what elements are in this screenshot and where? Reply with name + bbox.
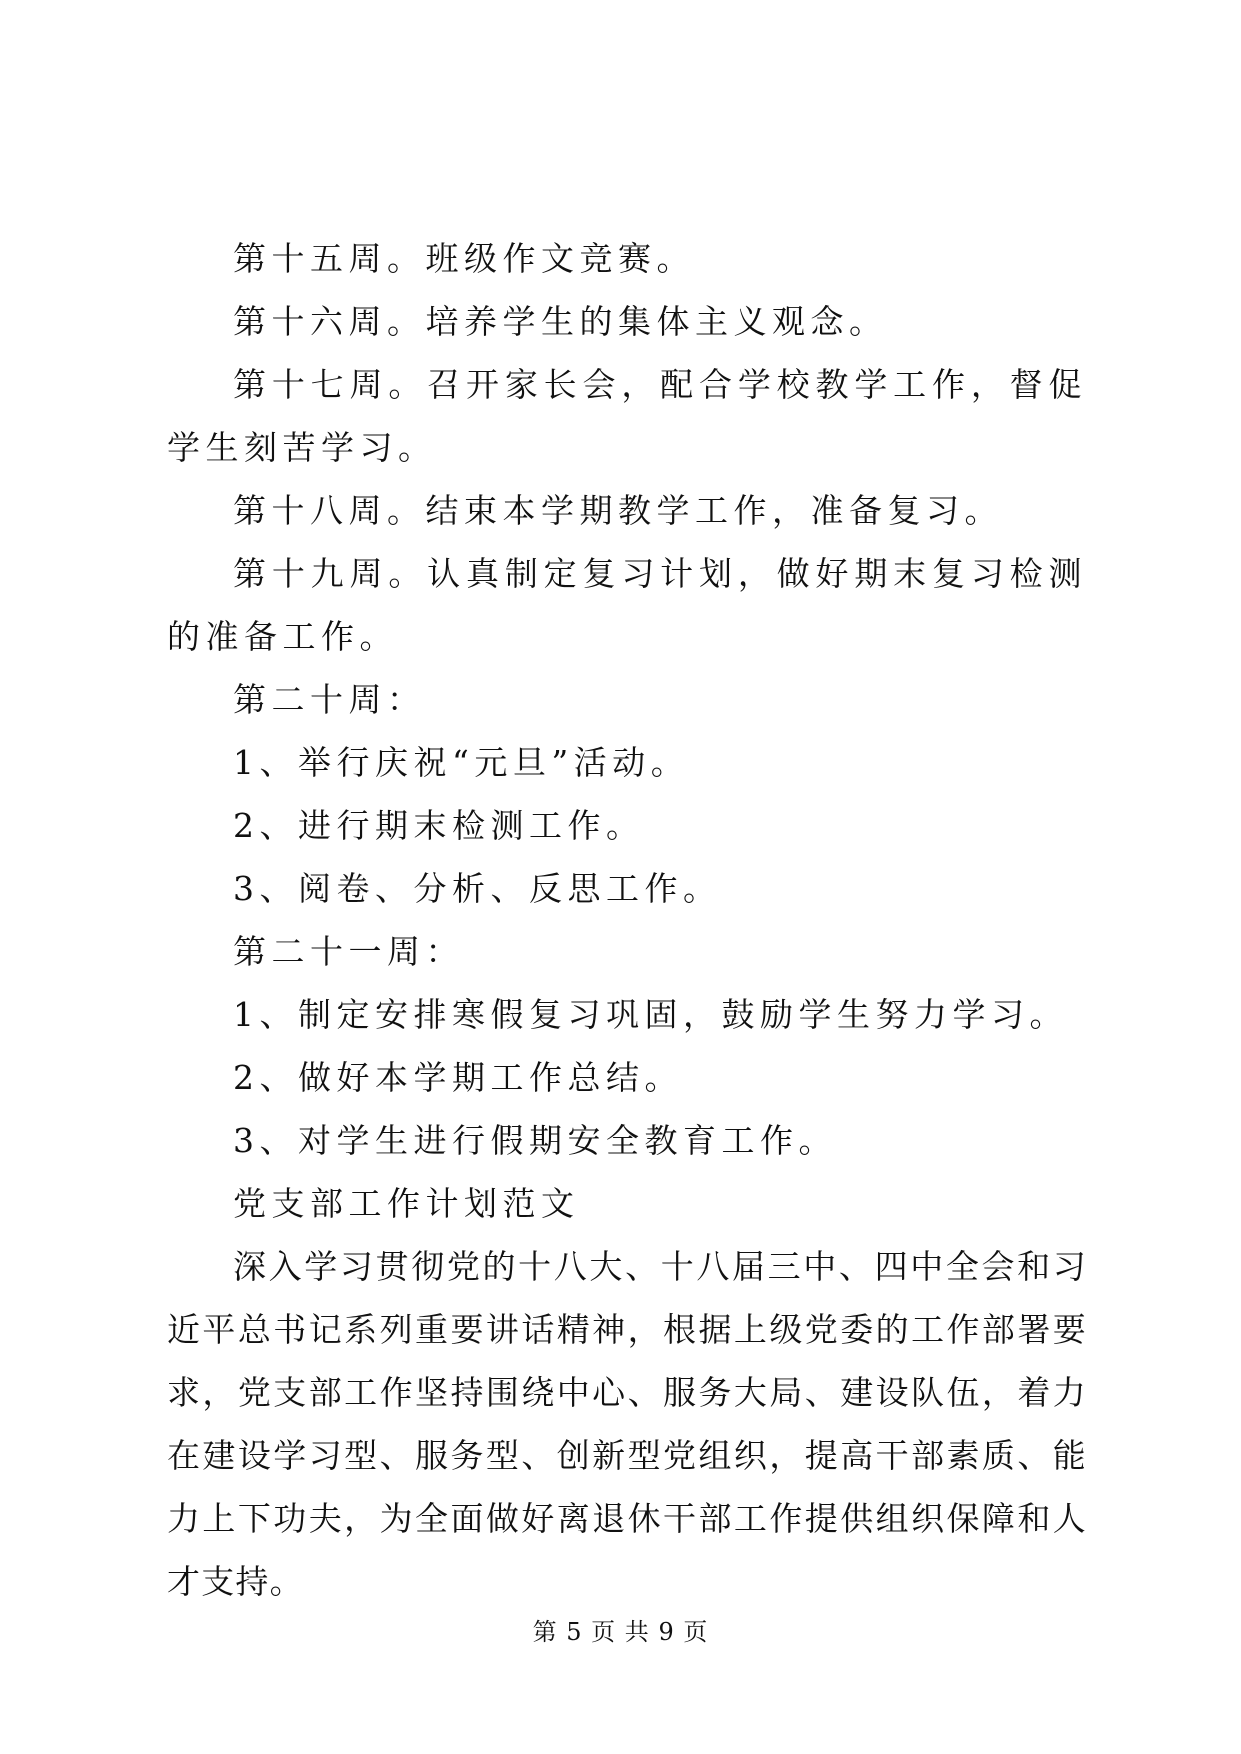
- paragraph-week-16: 第十六周。培养学生的集体主义观念。: [233, 302, 888, 341]
- list-item-week-20-3: 3、阅卷、分析、反思工作。: [233, 869, 722, 908]
- paragraph-week-21-heading: 第二十一周：: [233, 932, 464, 971]
- list-item-week-21-3: 3、对学生进行假期安全教育工作。: [233, 1121, 837, 1160]
- list-item-week-20-1: 1、举行庆祝“元旦”活动。: [233, 743, 690, 782]
- section-title: 党支部工作计划范文: [233, 1184, 580, 1223]
- page-footer: 第 5 页 共 9 页: [532, 1618, 709, 1646]
- document-body: [167, 227, 1087, 1613]
- list-item-week-20-2: 2、进行期末检测工作。: [233, 806, 645, 845]
- paragraph-week-18: 第十八周。结束本学期教学工作，准备复习。: [233, 491, 1003, 530]
- paragraph-week-20-heading: 第二十周：: [233, 680, 426, 719]
- paragraph-party-branch-intro: 深入学习贯彻党的十八大、十八届三中、四中全会和习近平总书记系列重要讲话精神，根据上级党委的工作部署要求，党支部工作坚持围绕中心、服务大局、建设队伍，着力在建设学习型、服务型、创新型党组织，提高干部素质、能力上下功夫，为全面做好离退休干部工作提供组织保障和人才支持。: [167, 1247, 1087, 1601]
- list-item-week-21-2: 2、做好本学期工作总结。: [233, 1058, 683, 1097]
- list-item-week-21-1: 1、制定安排寒假复习巩固，鼓励学生努力学习。: [233, 995, 1068, 1034]
- paragraph-week-17: 第十七周。召开家长会，配合学校教学工作，督促学生刻苦学习。: [167, 365, 1087, 467]
- paragraph-week-19: 第十九周。认真制定复习计划，做好期末复习检测的准备工作。: [167, 554, 1087, 656]
- paragraph-week-15: 第十五周。班级作文竞赛。: [233, 239, 695, 278]
